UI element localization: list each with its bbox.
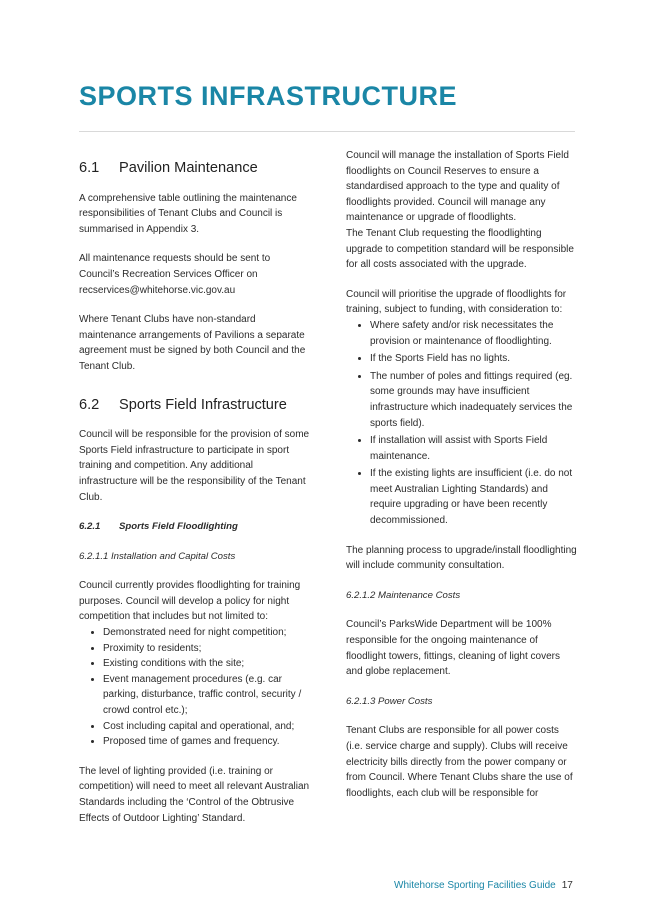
page-title: SPORTS INFRASTRUCTURE <box>79 81 458 111</box>
paragraph: The level of lighting provided (i.e. training or competition) will need to meet all relevant Australian Standards including the ‘Control of the Obtrusive Effects of Outdoor Lighting’ Standard. <box>79 765 310 824</box>
section-title: Sports Field Infrastructure <box>119 396 287 413</box>
section-number: 6.1 <box>79 160 100 176</box>
bullet-list <box>346 318 578 529</box>
section-heading-6-2 <box>79 398 311 414</box>
subsubsection-heading-6-2-1-3: 6.2.1.3 Power Costs <box>346 695 433 707</box>
paragraph: Council will be responsible for the provision of some Sports Field infrastructure to participate in sport training and competition. Any additional infrastructure will be the responsibility of the Tenant Club. <box>79 429 310 503</box>
section-heading-6-1 <box>79 161 311 177</box>
list-item: • If installation will assist with Sports Field maintenance. <box>370 433 578 464</box>
list-item: • Cost including capital and operational, and; <box>103 719 311 735</box>
paragraph: The planning process to upgrade/install floodlighting will include community consultation. <box>346 544 577 572</box>
page-footer <box>394 880 573 891</box>
paragraph: All maintenance requests should be sent to Council’s Recreation Services Officer on recservices@whitehorse.vic.gov.au <box>79 253 271 296</box>
list-item: • If the existing lights are insufficient (i.e. do not meet Australian Lighting Standards) and require upgrading or have been recently decommissioned. <box>370 466 578 528</box>
title-divider <box>79 131 575 132</box>
subsection-heading-6-2-1 <box>79 519 311 535</box>
right-column <box>346 148 578 801</box>
paragraph: A comprehensive table outlining the maintenance responsibilities of Tenant Clubs and Council is summarised in Appendix 3. <box>79 192 297 235</box>
section-number: 6.2 <box>79 396 100 413</box>
paragraph: Where Tenant Clubs have non-standard maintenance arrangements of Pavilions a separate agreement must be signed by both Council and the Tenant Club. <box>79 314 306 372</box>
paragraph: Council’s ParksWide Department will be 100% responsible for the ongoing maintenance of floodlight towers, fittings, cleaning of light covers and globe replacement. <box>346 619 560 678</box>
paragraph: The Tenant Club requesting the floodlighting upgrade to competition standard will be responsible for all costs associated with the upgrade. <box>346 227 574 271</box>
list-item: • The number of poles and fittings required (eg. some grounds may have insufficient infrastructure which inadequately services the sports field). <box>370 369 578 431</box>
list-item: • Existing conditions with the site; <box>103 656 311 672</box>
paragraph: Council will manage the installation of Sports Field floodlights on Council Reserves to ensure a standardised approach to the type and quality of floodlights provided. Council will manage any maintenance or upgrade of floodlights. <box>346 150 569 224</box>
list-item: • Proposed time of games and frequency. <box>103 734 311 750</box>
section-title: Pavilion Maintenance <box>119 160 258 176</box>
subsubsection-heading-6-2-1-1: 6.2.1.1 Installation and Capital Costs <box>79 550 236 562</box>
list-item: • Event management procedures (e.g. car parking, disturbance, traffic control, security / crowd control etc.); <box>103 672 311 719</box>
subsection-title: Sports Field Floodlighting <box>119 521 238 533</box>
subsection-number: 6.2.1 <box>79 521 101 533</box>
list-item: • If the Sports Field has no lights. <box>370 351 578 367</box>
paragraph: Tenant Clubs are responsible for all power costs (i.e. service charge and supply). Clubs will receive electricity bills directly from the power company or from Council. Where Tenant Clubs share the use of floodlights, each club will be responsible for <box>346 725 573 799</box>
paragraph: Council will prioritise the upgrade of floodlights for training, subject to funding, with consideration to: <box>346 288 567 316</box>
left-column <box>79 148 311 826</box>
list-item: • Proximity to residents; <box>103 641 311 657</box>
bullet-list <box>79 625 311 750</box>
paragraph: Council currently provides floodlighting for training purposes. Council will develop a policy for night competition that includes but not limited to: <box>79 580 301 623</box>
list-item: • Where safety and/or risk necessitates the provision or maintenance of floodlighting. <box>370 318 578 349</box>
page-number: 17 <box>561 880 573 891</box>
list-item: • Demonstrated need for night competition; <box>103 625 311 641</box>
subsubsection-heading-6-2-1-2: 6.2.1.2 Maintenance Costs <box>346 589 461 601</box>
footer-title: Whitehorse Sporting Facilities Guide <box>394 880 556 891</box>
